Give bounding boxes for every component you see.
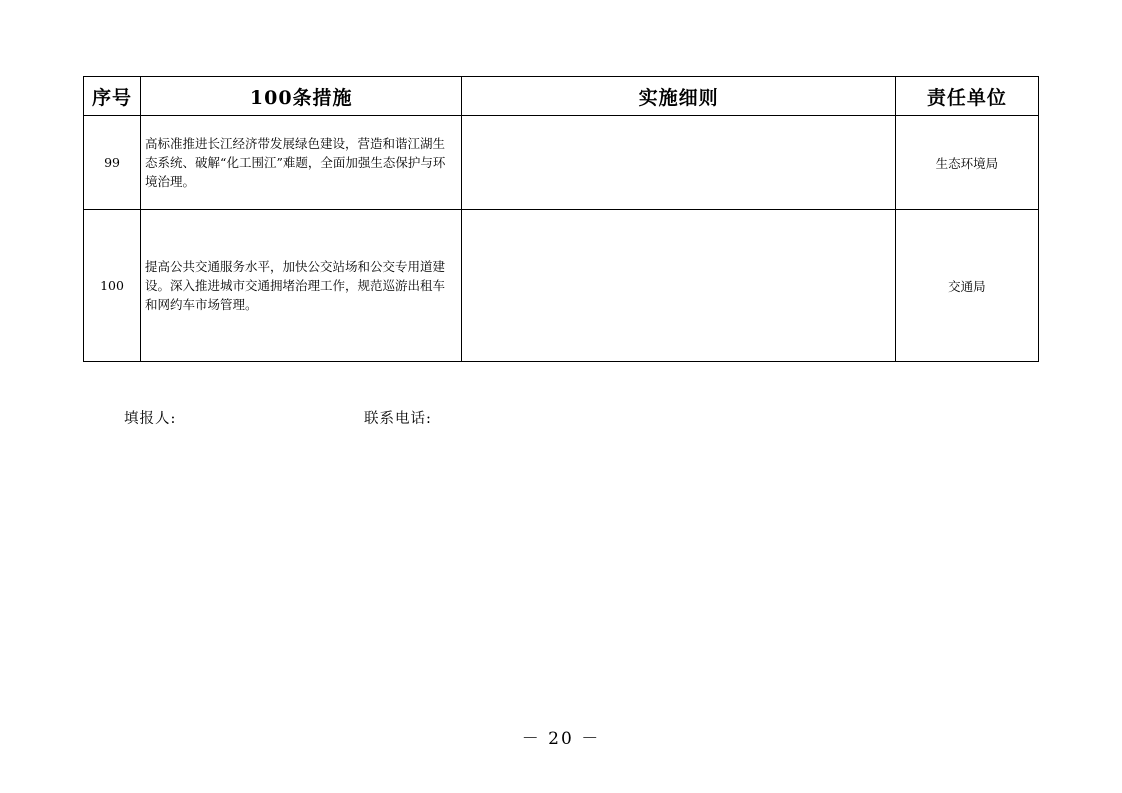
header-serial-number: 序号 — [84, 77, 141, 116]
row-measure-text: 提高公共交通服务水平，加快公交站场和公交专用道建设。深入推进城市交通拥堵治理工作，规范巡游出租车和网约车市场管理。 — [141, 210, 462, 362]
measures-table — [83, 76, 1039, 362]
page-number: － 20 － — [521, 729, 601, 749]
row-responsible-unit: 交通局 — [895, 210, 1038, 362]
row-responsible-unit: 生态环境局 — [895, 116, 1038, 210]
row-implementation-detail — [462, 116, 895, 210]
contact-phone-label: 联系电话: — [364, 411, 432, 427]
table-row — [84, 210, 1039, 362]
row-implementation-detail — [462, 210, 895, 362]
header-responsible-unit: 责任单位 — [895, 77, 1038, 116]
row-measure-text: 高标准推进长江经济带发展绿色建设，营造和谐江湖生态系统、破解“化工围江”难题，全面加强生态保护与环境治理。 — [141, 116, 462, 210]
header-measure: 100条措施 — [141, 77, 462, 116]
row-serial-number: 99 — [84, 116, 141, 210]
filler-label: 填报人: — [124, 411, 177, 427]
row-serial-number: 100 — [84, 210, 141, 362]
table-row — [84, 116, 1039, 210]
header-implementation-detail: 实施细则 — [462, 77, 895, 116]
table-header-row — [84, 77, 1039, 116]
